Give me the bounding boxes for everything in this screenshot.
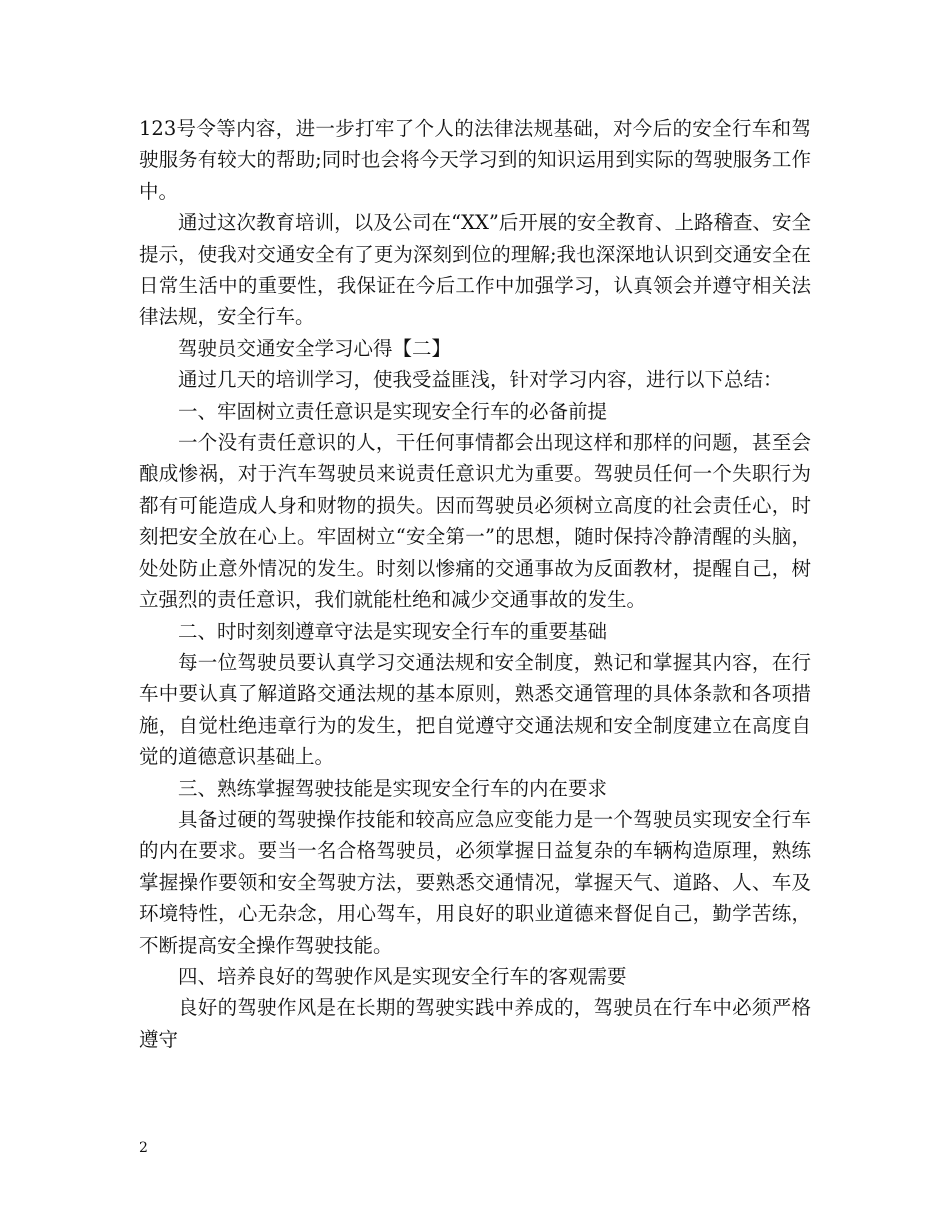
heading-1: 一、牢固树立责任意识是实现安全行车的必备前提 — [178, 399, 608, 423]
paragraph-responsibility: 一个没有责任意识的人，干任何事情都会出现这样和那样的问题，甚至会酿成惨祸，对于汽车驾驶员来说责任意识尤为重要。驾驶员任何一个失职行为都有可能造成人身和财物的损失。因而驾驶员必须树立高度的社会责任心，时刻把安全放在心上。牢固树立“安全第一”的思想，随时保持冷静清醒的头脑，处处防止意外情况的发生。时刻以惨痛的交通事故为反面教材，提醒自己，树立强烈的责任意识，我们就能杜绝和减少交通事故的发生。 — [139, 431, 811, 612]
section-title-2: 驾驶员交通安全学习心得【二】 — [178, 336, 452, 360]
paragraph-intro: 通过几天的培训学习，使我受益匪浅，针对学习内容，进行以下总结： — [178, 368, 783, 392]
document-body — [139, 113, 811, 1055]
paragraph-law: 每一位驾驶员要认真学习交通法规和安全制度，熟记和掌握其内容，在行车中要认真了解道路交通法规的基本原则，熟悉交通管理的具体条款和各项措施，自觉杜绝违章行为的发生，把自觉遵守交通法规和安全制度建立在高度自觉的道德意识基础上。 — [139, 650, 811, 769]
heading-4: 四、培养良好的驾驶作风是实现安全行车的客观需要 — [178, 964, 627, 988]
paragraph-2: 通过这次教育培训，以及公司在“XX”后开展的安全教育、上路稽查、安全提示，使我对交通安全有了更为深刻到位的理解;我也深深地认识到交通安全在日常生活中的重要性，我保证在今后工作中加强学习，认真领会并遵守相关法律法规，安全行车。 — [139, 211, 811, 329]
heading-2: 二、时时刻刻遵章守法是实现安全行车的重要基础 — [178, 619, 608, 643]
heading-3: 三、熟练掌握驾驶技能是实现安全行车的内在要求 — [178, 776, 608, 800]
paragraph-1: 123号令等内容，进一步打牢了个人的法律法规基础，对今后的安全行车和驾驶服务有较大的帮助;同时也会将今天学习到的知识运用到实际的驾驶服务工作中。 — [139, 117, 811, 203]
page-number: 2 — [139, 1140, 148, 1156]
paragraph-skills: 具备过硬的驾驶操作技能和较高应急应变能力是一个驾驶员实现安全行车的内在要求。要当一名合格驾驶员，必须掌握日益复杂的车辆构造原理，熟练掌握操作要领和安全驾驶方法，要熟悉交通情况，掌握天气、道路、人、车及环境特性，心无杂念，用心驾车，用良好的职业道德来督促自己，勤学苦练，不断提高安全操作驾驶技能。 — [139, 807, 811, 957]
paragraph-style: 良好的驾驶作风是在长期的驾驶实践中养成的，驾驶员在行车中必须严格遵守 — [139, 996, 811, 1051]
